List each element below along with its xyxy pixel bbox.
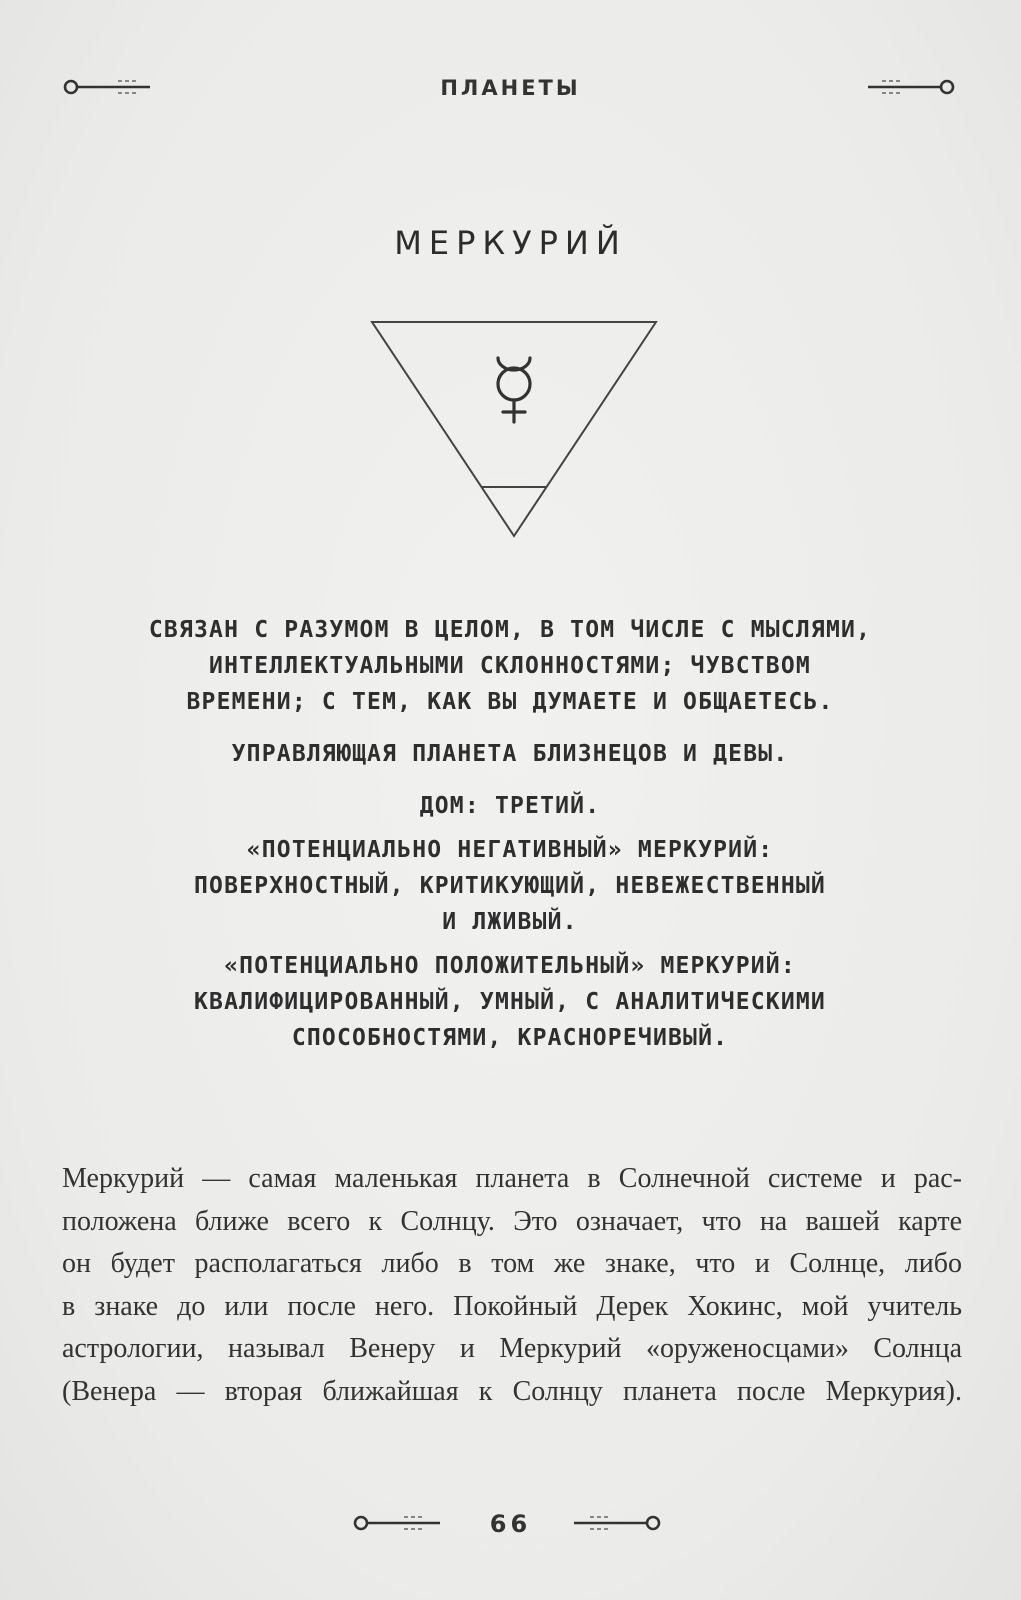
running-header — [0, 68, 1021, 108]
body-line: (Венера — вторая ближайшая к Солнцу планета после Меркурия). — [62, 1375, 962, 1407]
mercury-symbol-icon — [498, 358, 530, 422]
keywords-block — [60, 612, 960, 1072]
page-number: 66 — [489, 1510, 532, 1538]
body-line: в знаке до или после него. Покойный Дерек Хокинс, мой учитель — [62, 1290, 962, 1322]
body-line: астрологии, называл Венеру и Меркурий «оруженосцами» Солнца — [62, 1333, 962, 1364]
ruler-line — [60, 736, 960, 772]
negative-line: И ЛЖИВЫЙ. — [442, 909, 578, 935]
header-ornament-right-icon — [866, 76, 956, 98]
positive-line: СПОСОБНОСТЯМИ, КРАСНОРЕЧИВЫЙ. — [291, 1025, 729, 1051]
footer-ornament-right-icon — [572, 1512, 662, 1534]
positive-line: «ПОТЕНЦИАЛЬНО ПОЛОЖИТЕЛЬНЫЙ» МЕРКУРИЙ: — [224, 953, 796, 979]
negative-paragraph — [60, 832, 960, 940]
body-line: Меркурий — самая маленькая планета в Солнечной системе и рас- — [62, 1163, 962, 1194]
description-line: ИНТЕЛЛЕКТУАЛЬНЫМИ СКЛОННОСТЯМИ; ЧУВСТВОМ — [209, 653, 811, 679]
body-paragraph — [62, 1158, 962, 1413]
positive-paragraph — [60, 948, 960, 1056]
house-line — [60, 788, 960, 824]
planet-title: МЕРКУРИЙ — [394, 224, 627, 262]
running-title: ПЛАНЕТЫ — [440, 76, 581, 100]
body-line: положена ближе всего к Солнцу. Это означает, что на вашей карте — [62, 1205, 962, 1237]
description-line: ВРЕМЕНИ; С ТЕМ, КАК ВЫ ДУМАЕТЕ И ОБЩАЕТЕСЬ. — [186, 689, 834, 715]
house-text: ДОМ: ТРЕТИЙ. — [419, 793, 601, 819]
element-triangle-icon — [370, 318, 660, 540]
description-line: СВЯЗАН С РАЗУМОМ В ЦЕЛОМ, В ТОМ ЧИСЛЕ С МЫСЛЯМИ, — [148, 617, 872, 643]
positive-line: КВАЛИФИЦИРОВАННЫЙ, УМНЫЙ, С АНАЛИТИЧЕСКИМИ — [194, 989, 826, 1015]
ruler-text: УПРАВЛЯЮЩАЯ ПЛАНЕТА БЛИЗНЕЦОВ И ДЕВЫ. — [231, 741, 789, 767]
description-paragraph — [60, 612, 960, 720]
body-line: он будет располагаться либо в том же знаке, что и Солнце, либо — [62, 1248, 962, 1279]
negative-line: «ПОТЕНЦИАЛЬНО НЕГАТИВНЫЙ» МЕРКУРИЙ: — [246, 837, 774, 863]
page-footer — [0, 1508, 1021, 1548]
negative-line: ПОВЕРХНОСТНЫЙ, КРИТИКУЮЩИЙ, НЕВЕЖЕСТВЕННЫЙ — [194, 873, 826, 899]
